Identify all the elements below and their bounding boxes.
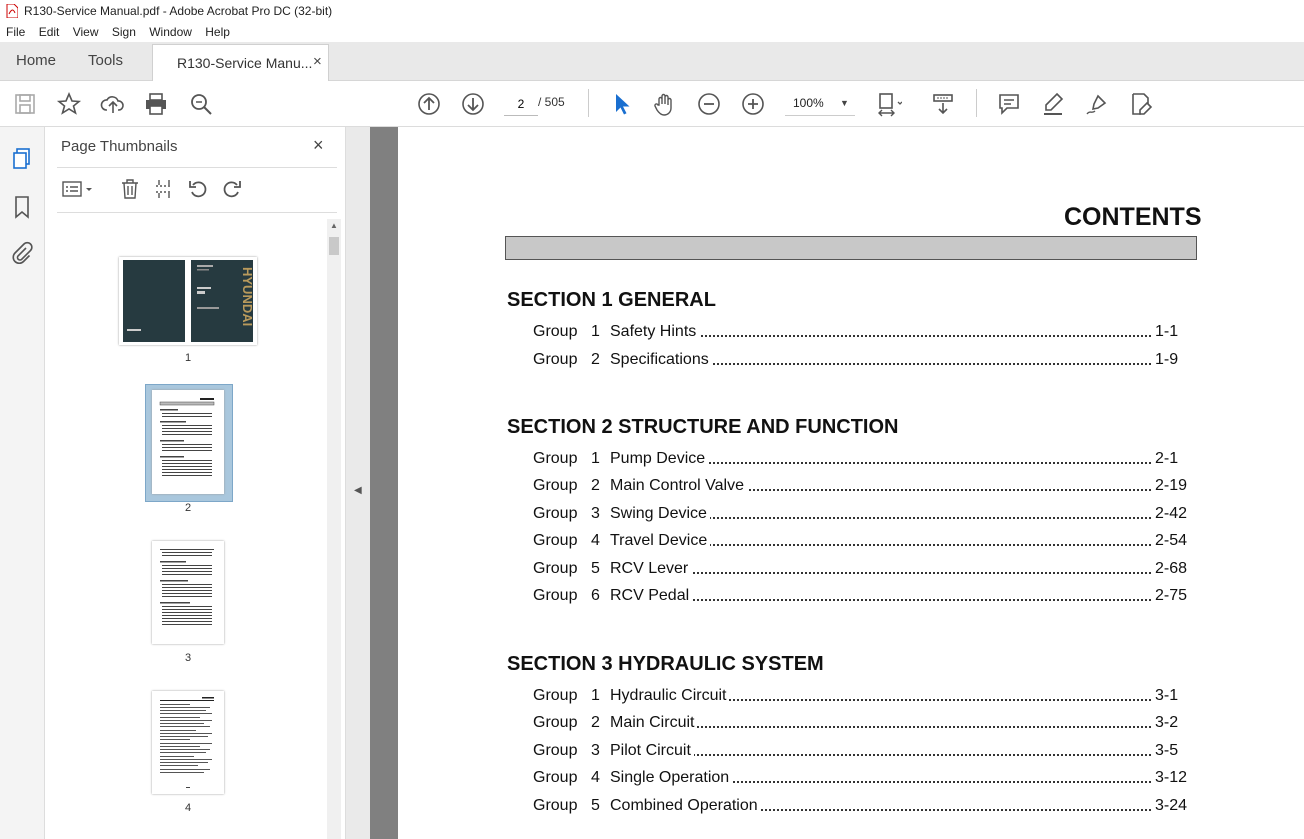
panel-title: Page Thumbnails xyxy=(61,138,178,155)
toc-group-label: Group xyxy=(533,351,578,368)
toc-group-number: 3 xyxy=(591,505,600,522)
acrobat-pdf-icon xyxy=(6,4,18,18)
tab-document-label: R130-Service Manu... xyxy=(177,55,313,71)
page-thumbnail-4[interactable] xyxy=(152,691,224,794)
toc-entry-title: Specifications xyxy=(610,351,712,369)
select-tool-icon[interactable] xyxy=(608,91,634,117)
toc-page-number: 3-1 xyxy=(1155,687,1179,704)
tab-home[interactable]: Home xyxy=(16,52,57,69)
title-bar xyxy=(0,0,1304,22)
toc-entry[interactable] xyxy=(533,477,1191,497)
panel-splitter[interactable] xyxy=(346,127,370,839)
collapse-panel-icon[interactable]: ◀ xyxy=(354,485,362,496)
menu-help[interactable]: Help xyxy=(205,25,230,39)
toc-group-number: 1 xyxy=(591,687,600,704)
scrollbar-thumb[interactable] xyxy=(329,237,339,255)
main-toolbar xyxy=(0,81,1304,127)
cloud-upload-icon[interactable] xyxy=(100,91,126,117)
find-icon[interactable] xyxy=(188,91,214,117)
toc-group-number: 6 xyxy=(591,587,600,604)
toc-entry[interactable] xyxy=(533,351,1191,371)
toc-page-number: 2-54 xyxy=(1155,532,1188,549)
toc-group-number: 2 xyxy=(591,477,600,494)
toc-group-number: 1 xyxy=(591,323,600,340)
section-heading: SECTION 3 HYDRAULIC SYSTEM xyxy=(507,653,824,675)
tab-document[interactable] xyxy=(152,44,329,81)
rotate-clockwise-icon[interactable] xyxy=(221,178,243,200)
thumbnail-label-1: 1 xyxy=(184,352,192,364)
toc-entry-title: Combined Operation xyxy=(610,797,761,815)
toc-page-number: 3-2 xyxy=(1155,714,1179,731)
page-total: / 505 xyxy=(538,95,565,109)
page-thumbnail-1[interactable] xyxy=(119,257,257,345)
toc-entry-title: RCV Lever xyxy=(610,560,691,578)
toc-group-label: Group xyxy=(533,505,578,522)
zoom-dropdown[interactable] xyxy=(785,91,855,116)
toc-entry-title: Single Operation xyxy=(610,769,732,787)
zoom-in-icon[interactable] xyxy=(740,91,766,117)
toc-entry[interactable] xyxy=(533,560,1191,580)
toc-entry-title: Swing Device xyxy=(610,505,710,523)
toc-entry-title: Pilot Circuit xyxy=(610,742,694,760)
toc-group-number: 5 xyxy=(591,797,600,814)
tab-bar xyxy=(0,42,1304,81)
toc-entry[interactable] xyxy=(533,742,1191,762)
draw-signature-icon[interactable] xyxy=(1084,91,1110,117)
scroll-up-icon[interactable]: ▲ xyxy=(330,221,338,230)
page-thumbnail-3[interactable] xyxy=(152,541,224,644)
toc-page-number: 2-75 xyxy=(1155,587,1188,604)
toc-group-label: Group xyxy=(533,742,578,759)
toc-group-label: Group xyxy=(533,560,578,577)
toc-entry-title: Travel Device xyxy=(610,532,710,550)
page-thumbnail-2[interactable] xyxy=(152,390,224,494)
page-3-thumbnail-image xyxy=(152,541,224,644)
edit-pdf-icon[interactable] xyxy=(1128,91,1154,117)
toc-entry-title: Main Control Valve xyxy=(610,477,747,495)
toc-entry-title: Safety Hints xyxy=(610,323,699,341)
contents-header-bar xyxy=(505,236,1197,260)
thumbnail-label-4: 4 xyxy=(184,802,192,814)
menu-bar xyxy=(0,22,1304,42)
section-heading: SECTION 2 STRUCTURE AND FUNCTION xyxy=(507,416,899,438)
toc-entry[interactable] xyxy=(533,323,1191,343)
toc-entry[interactable] xyxy=(533,687,1191,707)
menu-sign[interactable]: Sign xyxy=(111,25,136,39)
attachment-icon[interactable] xyxy=(10,241,34,265)
toc-group-number: 2 xyxy=(591,714,600,731)
toc-page-number: 2-19 xyxy=(1155,477,1188,494)
toc-entry-title: Main Circuit xyxy=(610,714,697,732)
toc-page-number: 3-5 xyxy=(1155,742,1179,759)
toc-entry-title: RCV Pedal xyxy=(610,587,692,605)
zoom-out-icon[interactable] xyxy=(696,91,722,117)
toc-entry[interactable] xyxy=(533,797,1191,817)
page-2-thumbnail-image xyxy=(152,390,224,494)
save-icon[interactable] xyxy=(12,91,38,117)
toc-group-label: Group xyxy=(533,450,578,467)
pdf-page xyxy=(398,127,1304,839)
page-thumbnails-icon[interactable] xyxy=(10,147,34,171)
toc-group-label: Group xyxy=(533,323,578,340)
section-heading: SECTION 1 GENERAL xyxy=(507,289,716,311)
toc-group-number: 5 xyxy=(591,560,600,577)
toc-page-number: 1-9 xyxy=(1155,351,1179,368)
toc-page-number: 3-24 xyxy=(1155,797,1188,814)
toc-entry-title: Hydraulic Circuit xyxy=(610,687,729,705)
toc-group-label: Group xyxy=(533,687,578,704)
toc-page-number: 2-42 xyxy=(1155,505,1188,522)
toc-entry[interactable] xyxy=(533,532,1191,552)
hand-tool-icon[interactable] xyxy=(652,91,678,117)
toc-group-label: Group xyxy=(533,714,578,731)
toc-entry[interactable] xyxy=(533,714,1191,734)
toc-entry[interactable] xyxy=(533,587,1191,607)
toc-entry-title: Pump Device xyxy=(610,450,708,468)
toc-group-label: Group xyxy=(533,477,578,494)
page-4-thumbnail-image xyxy=(152,691,224,794)
cover-thumbnail-image xyxy=(119,257,257,345)
toc-entry[interactable] xyxy=(533,769,1191,789)
navigation-rail xyxy=(0,127,45,839)
toc-entry[interactable] xyxy=(533,505,1191,525)
toc-page-number: 2-68 xyxy=(1155,560,1188,577)
print-icon[interactable] xyxy=(143,91,169,117)
contents-heading: CONTENTS xyxy=(1064,203,1202,231)
toc-page-number: 2-1 xyxy=(1155,450,1179,467)
toc-group-number: 4 xyxy=(591,769,600,786)
menu-view[interactable]: View xyxy=(72,25,99,39)
star-icon[interactable] xyxy=(56,91,82,117)
thumbnails-scrollbar[interactable] xyxy=(327,219,341,839)
menu-file[interactable]: File xyxy=(6,25,26,39)
toc-group-number: 2 xyxy=(591,351,600,368)
bookmark-icon[interactable] xyxy=(10,195,34,219)
toolbar-divider xyxy=(976,89,977,117)
document-view[interactable] xyxy=(370,127,1304,839)
cover-brand-text: HYUNDAI xyxy=(240,267,255,327)
close-tab-icon[interactable]: × xyxy=(313,53,322,70)
page-number-input[interactable] xyxy=(504,93,538,116)
tab-tools[interactable]: Tools xyxy=(88,52,124,69)
toc-entry[interactable] xyxy=(533,450,1191,470)
menu-edit[interactable]: Edit xyxy=(38,25,60,39)
thumbnails-toolbar xyxy=(57,167,337,213)
extract-pages-icon[interactable] xyxy=(153,178,175,200)
toolbar-divider xyxy=(588,89,589,117)
thumbnail-label-2: 2 xyxy=(184,502,192,514)
toc-group-number: 4 xyxy=(591,532,600,549)
toc-group-label: Group xyxy=(533,769,578,786)
menu-window[interactable]: Window xyxy=(149,25,192,39)
scrolling-mode-icon[interactable] xyxy=(930,91,956,117)
page-fit-icon[interactable] xyxy=(876,91,902,117)
toc-group-number: 3 xyxy=(591,742,600,759)
window-title: R130-Service Manual.pdf - Adobe Acrobat Pro DC (32-bit) xyxy=(24,4,333,18)
toc-page-number: 3-12 xyxy=(1155,769,1188,786)
thumbnail-options-icon[interactable] xyxy=(61,178,95,200)
chevron-down-icon: ▼ xyxy=(840,98,849,108)
toc-group-label: Group xyxy=(533,587,578,604)
delete-page-icon[interactable] xyxy=(119,178,141,200)
toc-group-number: 1 xyxy=(591,450,600,467)
toc-group-label: Group xyxy=(533,797,578,814)
close-icon[interactable]: × xyxy=(313,135,324,155)
next-page-icon[interactable] xyxy=(460,91,486,117)
toc-page-number: 1-1 xyxy=(1155,323,1179,340)
highlight-icon[interactable] xyxy=(1040,91,1066,117)
thumbnails-panel xyxy=(45,127,346,839)
previous-page-icon[interactable] xyxy=(416,91,442,117)
zoom-value: 100% xyxy=(793,96,824,110)
toc-group-label: Group xyxy=(533,532,578,549)
comment-icon[interactable] xyxy=(996,91,1022,117)
thumbnail-label-3: 3 xyxy=(184,652,192,664)
rotate-counterclockwise-icon[interactable] xyxy=(187,178,209,200)
